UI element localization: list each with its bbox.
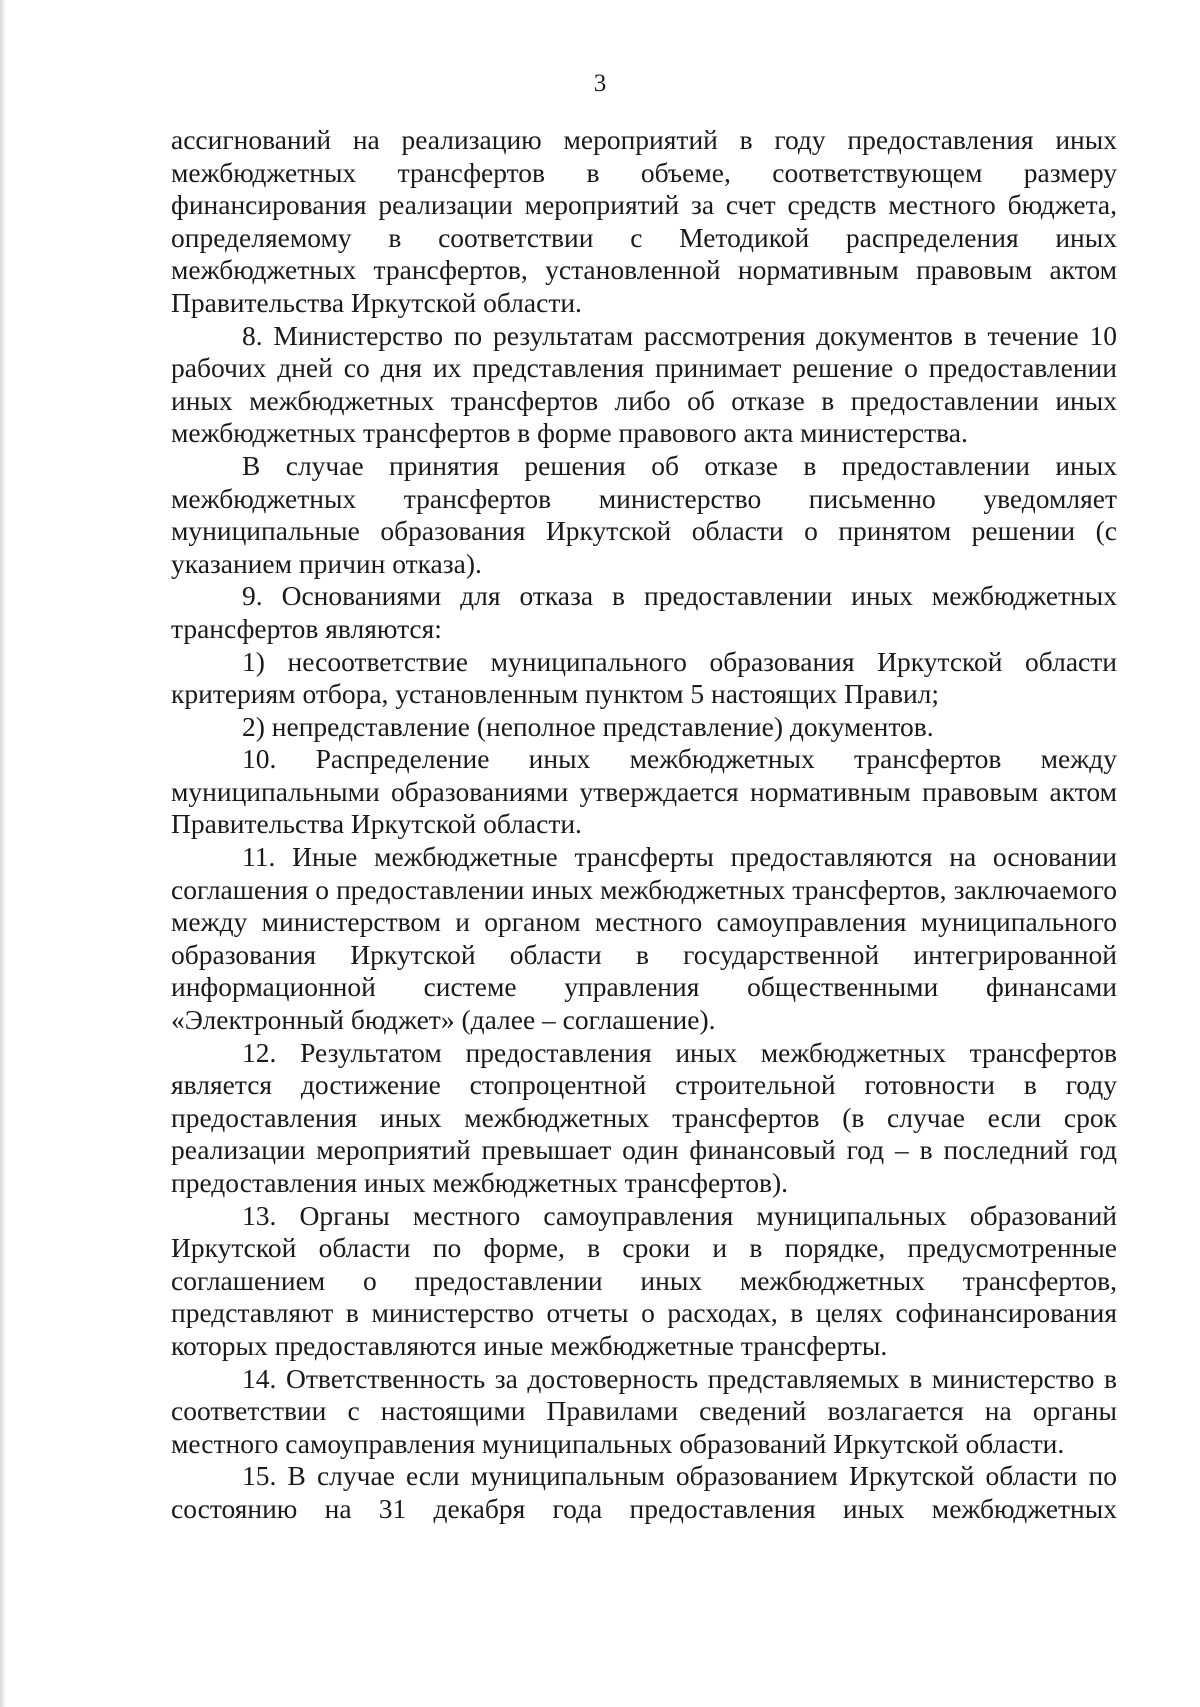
document-body — [171, 124, 1117, 1526]
paragraph-13-reports: 13. Органы местного самоуправления муниципальных образований Иркутской области по форме, в сроки и в порядке, предусмотренные соглашением о предоставлении иных межбюджетных трансфертов, представляют в министерство отчеты о расходах, в целях софинансирования которых предоставляются иные межбюджетные трансферты. — [171, 1199, 1117, 1361]
paragraph-9-refusal-grounds: 9. Основаниями для отказа в предоставлении иных межбюджетных трансфертов являются: — [171, 580, 1117, 644]
paragraph-8-decision: 8. Министерство по результатам рассмотрения документов в течение 10 рабочих дней со дня их представления принимает решение о предоставлении иных межбюджетных трансфертов либо об отказе в предоставлении иных межбюджетных трансфертов в форме правового акта министерства. — [171, 319, 1117, 449]
paragraph-refusal-notification: В случае принятия решения об отказе в предоставлении иных межбюджетных трансфертов министерство письменно уведомляет муниципальные образования Иркутской области о принятом решении (с указанием причин отказа). — [171, 449, 1117, 579]
paragraph-15-year-end: 15. В случае если муниципальным образованием Иркутской области по состоянию на 31 декабря года предоставления иных межбюджетных — [171, 1460, 1117, 1524]
paragraph-9-item-2: 2) непредставление (неполное представление) документов. — [242, 710, 934, 742]
paragraph-12-result: 12. Результатом предоставления иных межбюджетных трансфертов является достижение стопроцентной строительной готовности в году предоставления иных межбюджетных трансфертов (в случае если срок реализации мероприятий превышает один финансовый год – в последний год предоставления иных межбюджетных трансфертов). — [171, 1036, 1117, 1198]
scan-edge-shadow — [0, 0, 6, 1707]
paragraph-9-item-1: 1) несоответствие муниципального образования Иркутской области критериям отбора, установленным пунктом 5 настоящих Правил; — [171, 645, 1117, 710]
paragraph-14-responsibility: 14. Ответственность за достоверность представляемых в министерство в соответствии с настоящими Правилами сведений возлагается на органы местного самоуправления муниципальных образований Иркутской области. — [171, 1362, 1117, 1459]
paragraph-10-distribution: 10. Распределение иных межбюджетных трансфертов между муниципальными образованиями утверждается нормативным правовым актом Правительства Иркутской области. — [171, 743, 1117, 840]
paragraph-11-agreement: 11. Иные межбюджетные трансферты предоставляются на основании соглашения о предоставлении иных межбюджетных трансфертов, заключаемого между министерством и органом местного самоуправления муниципального образования Иркутской области в государственной интегрированной информационной системе управления общественными финансами «Электронный бюджет» (далее – соглашение). — [171, 841, 1117, 1036]
paragraph-appropriations-continuation: ассигнований на реализацию мероприятий в году предоставления иных межбюджетных трансфертов в объеме, соответствующем размеру финансирования реализации мероприятий за счет средств местного бюджета, определяемому в соответствии с Методикой распределения иных межбюджетных трансфертов, установленной нормативным правовым актом Правительства Иркутской области. — [171, 124, 1117, 318]
page-number: 3 — [593, 70, 607, 97]
